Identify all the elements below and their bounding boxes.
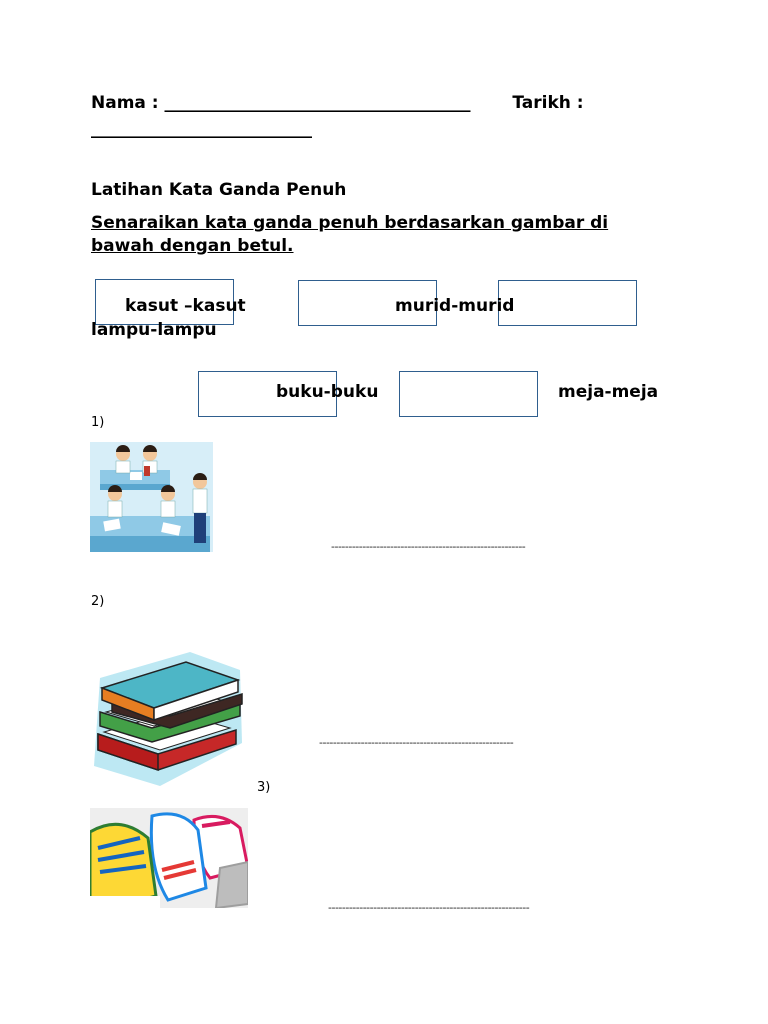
answer-line-3[interactable]: ---------------------------------------------------------- bbox=[328, 901, 530, 914]
classroom-illustration bbox=[90, 442, 213, 552]
word-lampu-lampu: lampu-lampu bbox=[91, 320, 217, 340]
answer-box-3[interactable] bbox=[498, 280, 637, 326]
answer-line-1[interactable]: -------------------------------------------------------- bbox=[331, 540, 526, 553]
tarikh-label: Tarikh : bbox=[512, 93, 584, 113]
book-stack-image bbox=[90, 648, 246, 790]
word-buku-buku: buku-buku bbox=[276, 382, 379, 402]
tarikh-blank[interactable]: __________________________ bbox=[91, 119, 312, 139]
book-stack-illustration bbox=[90, 648, 246, 790]
answer-box-5[interactable] bbox=[399, 371, 538, 417]
instruction-text: Senaraikan kata ganda penuh berdasarkan gambar di bawah dengan betul. bbox=[91, 213, 609, 256]
word-murid-murid: murid-murid bbox=[395, 296, 515, 316]
question-number-1: 1) bbox=[91, 415, 105, 430]
nama-label: Nama : bbox=[91, 93, 159, 113]
page-title: Latihan Kata Ganda Penuh bbox=[91, 180, 347, 200]
classroom-students-image bbox=[90, 442, 213, 552]
question-number-3: 3) bbox=[257, 780, 271, 795]
nama-blank[interactable]: ____________________________________ bbox=[164, 93, 471, 113]
word-meja-meja: meja-meja bbox=[558, 382, 659, 402]
sneakers-illustration bbox=[90, 808, 248, 908]
word-kasut-kasut: kasut –kasut bbox=[125, 296, 246, 316]
sneakers-image bbox=[90, 808, 248, 908]
answer-line-2[interactable]: -------------------------------------------------------- bbox=[319, 736, 514, 749]
name-date-header bbox=[91, 90, 731, 142]
question-number-2: 2) bbox=[91, 594, 105, 609]
